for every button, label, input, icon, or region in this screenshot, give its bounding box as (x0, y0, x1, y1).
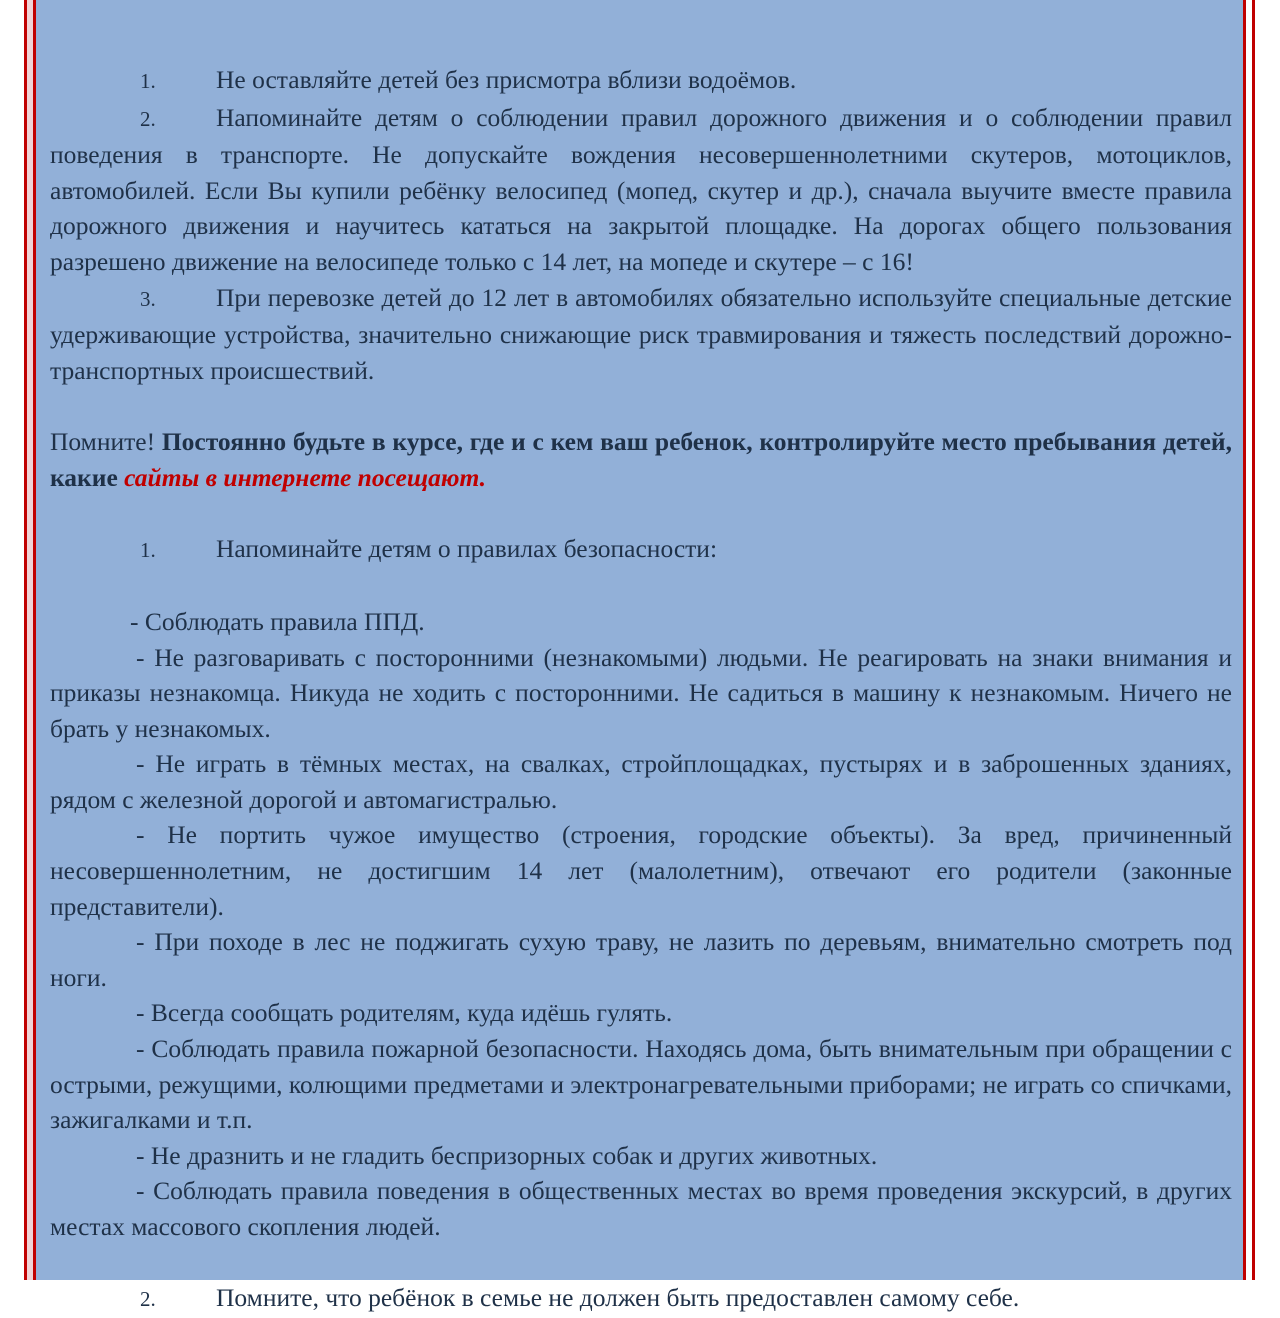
rule-item: - Не играть в тёмных местах, на свалках, стройплощадках, пустырях и в заброшенных зданиях, рядом с железной дорогой и автомагистралью. (50, 749, 1232, 814)
rule-item: - Соблюдать правила пожарной безопасности. Находясь дома, быть внимательным при обращении с острыми, режущими, колющими предметами и электронагревательными приборами; не играть со спичками, зажигалками и т.п. (50, 1034, 1232, 1135)
remember-paragraph (50, 424, 1232, 495)
section-list-number-1: 1. (140, 537, 156, 562)
rule-item: - Не разговаривать с посторонними (незнакомыми) людьми. Не реагировать на знаки внимания и приказы незнакомца. Никуда не ходить с посторонними. Не садиться в машину к незнакомым. Ничего не брать у незнакомых. (50, 642, 1232, 743)
list-number-2: 2. (140, 106, 156, 131)
section-list-item-1 (50, 531, 1232, 569)
section-list-item-2 (50, 1280, 1232, 1318)
list-item-1 (50, 62, 1232, 100)
document-body (46, 0, 1236, 1318)
paragraph-spacer (50, 388, 1232, 424)
remember-lead: Помните! (50, 426, 162, 456)
remember-bold: Постоянно будьте в курсе, где и с кем ваш ребенок, контролируйте место пребывания детей, какие (50, 426, 1232, 492)
final-spacer (50, 1245, 1232, 1281)
list-item-3 (50, 280, 1232, 389)
list-number-3: 3. (140, 286, 156, 311)
content-slab (36, 0, 1246, 1313)
rule-item: - Всегда сообщать родителям, куда идёшь гулять. (136, 998, 673, 1028)
left-border-outer (24, 0, 27, 1280)
section-list-text-1: Напоминайте детям о правилах безопасности: (216, 533, 718, 563)
right-border-inner (1243, 0, 1246, 1280)
rule-item: - Соблюдать правила ППД. (130, 606, 425, 636)
rules-spacer (50, 568, 1232, 604)
section-list-number-2: 2. (140, 1287, 156, 1312)
list-text-1: Не оставляйте детей без присмотра вблизи водоёмов. (216, 65, 797, 94)
left-border-inner (33, 0, 36, 1280)
rule-item: - При походе в лес не поджигать сухую траву, не лазить по деревьям, внимательно смотреть под ноги. (50, 927, 1232, 992)
remember-red-italic: сайты в интернете посещают. (124, 462, 486, 492)
right-border-outer (1252, 0, 1255, 1280)
list-number-1: 1. (140, 69, 156, 93)
list-text-3: При перевозке детей до 12 лет в автомобилях обязательно используйте специальные детские удерживающие устройства, значительно снижающие риск травмирования и тяжесть последствий дорожно-транспортных происшествий. (50, 282, 1232, 385)
rule-item: - Не портить чужое имущество (строения, городские объекты). За вред, причиненный несовершеннолетним, не достигшим 14 лет (малолетним), отвечают его родители (законные представители). (50, 820, 1232, 921)
list-text-2: Напоминайте детям о соблюдении правил дорожного движения и о соблюдении правил поведения в транспорте. Не допускайте вождения несовершеннолетними скутеров, мотоциклов, автомобилей. Если Вы купили ребёнку велосипед (мопед, скутер и др.), сначала выучите вместе правила дорожного движения и научитесь кататься на закрытой площадке. На дорогах общего пользования разрешено движение на велосипеде только с 14 лет, на мопеде и скутере – с 16! (50, 102, 1232, 276)
rule-item: - Не дразнить и не гладить беспризорных собак и других животных. (136, 1140, 878, 1170)
list-item-2 (50, 100, 1232, 280)
section-list-text-2: Помните, что ребёнок в семье не должен быть предоставлен самому себе. (216, 1283, 1020, 1313)
section-spacer (50, 495, 1232, 531)
rule-item: - Соблюдать правила поведения в общественных местах во время проведения экскурсий, в других местах массового скопления людей. (50, 1176, 1232, 1241)
